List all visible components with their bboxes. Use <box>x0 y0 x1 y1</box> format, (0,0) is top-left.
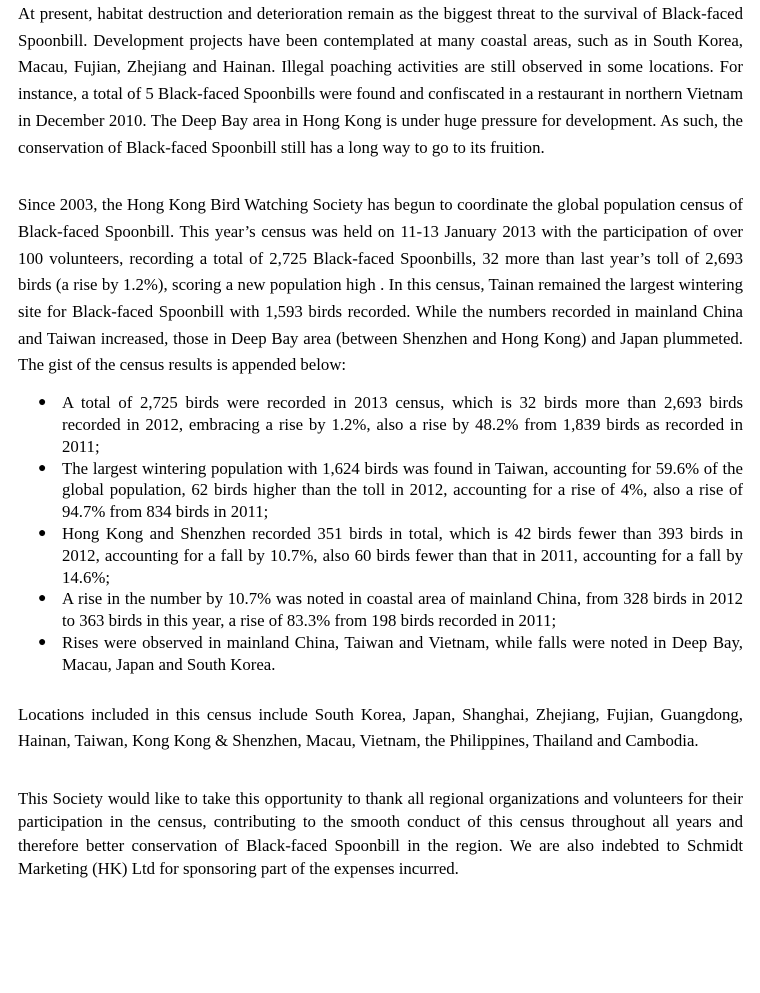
bullet-icon: ● <box>38 395 47 411</box>
bullet-text: Hong Kong and Shenzhen recorded 351 birds in total, which is 42 birds fewer than 393 birds in 2012, accounting for a fall by 10.7%, also 60 birds fewer than that in 2011, accounting for a fall by 14.6%; <box>62 523 743 587</box>
bullet-icon: ● <box>38 634 47 650</box>
bullet-item-taiwan <box>18 458 743 523</box>
bullet-text: Rises were observed in mainland China, Taiwan and Vietnam, while falls were noted in Deep Bay, Macau, Japan and South Korea. <box>62 632 743 674</box>
paragraph-acknowledgements: This Society would like to take this opportunity to thank all regional organizations and volunteers for their participation in the census, contributing to the smooth conduct of this census throughout all years and therefore better conservation of Black-faced Spoonbill in the region. We are also indebted to Schmidt Marketing (HK) Ltd for sponsoring part of the expenses incurred. <box>18 788 743 879</box>
bullet-text: The largest wintering population with 1,624 birds was found in Taiwan, accounting for 59.6% of the global population, 62 birds higher than the toll in 2012, accounting for a rise of 4%, also a rise of 94.7% from 834 birds in 2011; <box>62 458 743 522</box>
paragraph-threats: At present, habitat destruction and deterioration remain as the biggest threat to the survival of Black-faced Spoonbill. Development projects have been contemplated at many coastal areas, such as in South Korea, Macau, Fujian, Zhejiang and Hainan. Illegal poaching activities are still observed in some locations. For instance, a total of 5 Black-faced Spoonbills were found and confiscated in a restaurant in northern Vietnam in December 2010. The Deep Bay area in Hong Kong is under huge pressure for development. As such, the conservation of Black-faced Spoonbill still has a long way to go to its fruition. <box>18 4 743 157</box>
bullet-item-total-2013 <box>18 392 743 457</box>
bullet-item-rises-falls <box>18 632 743 676</box>
bullet-icon: ● <box>38 525 47 541</box>
bullet-item-mainland-china <box>18 588 743 632</box>
paragraph-locations: Locations included in this census include South Korea, Japan, Shanghai, Zhejiang, Fujian, Guangdong, Hainan, Taiwan, Kong Kong & Shenzhen, Macau, Vietnam, the Philippines, Thailand and Cambodia. <box>18 704 743 751</box>
census-results-bullet-list <box>18 392 743 675</box>
bullet-icon: ● <box>38 460 47 476</box>
bullet-text: A total of 2,725 birds were recorded in 2013 census, which is 32 birds more than 2,693 birds recorded in 2012, embracing a rise by 1.2%, also a rise by 48.2% from 1,839 birds as recorded in 2011; <box>62 393 743 456</box>
bullet-text: A rise in the number by 10.7% was noted in coastal area of mainland China, from 328 birds in 2012 to 363 birds in this year, a rise of 83.3% from 198 birds recorded in 2011; <box>62 589 743 631</box>
bullet-item-hongkong-shenzhen <box>18 523 743 588</box>
bullet-icon: ● <box>38 591 47 607</box>
paragraph-census-summary: Since 2003, the Hong Kong Bird Watching Society has begun to coordinate the global population census of Black-faced Spoonbill. This year’s census was held on 11-13 January 2013 with the participation of over 100 volunteers, recording a total of 2,725 Black-faced Spoonbills, 32 more than last year’s toll of 2,693 birds (a rise by 1.2%), scoring a new population high . In this census, Tainan remained the largest wintering site for Black-faced Spoonbill with 1,593 birds recorded. While the numbers recorded in mainland China and Taiwan increased, those in Deep Bay area (between Shenzhen and Hong Kong) and Japan plummeted. The gist of the census results is appended below: <box>18 195 743 375</box>
